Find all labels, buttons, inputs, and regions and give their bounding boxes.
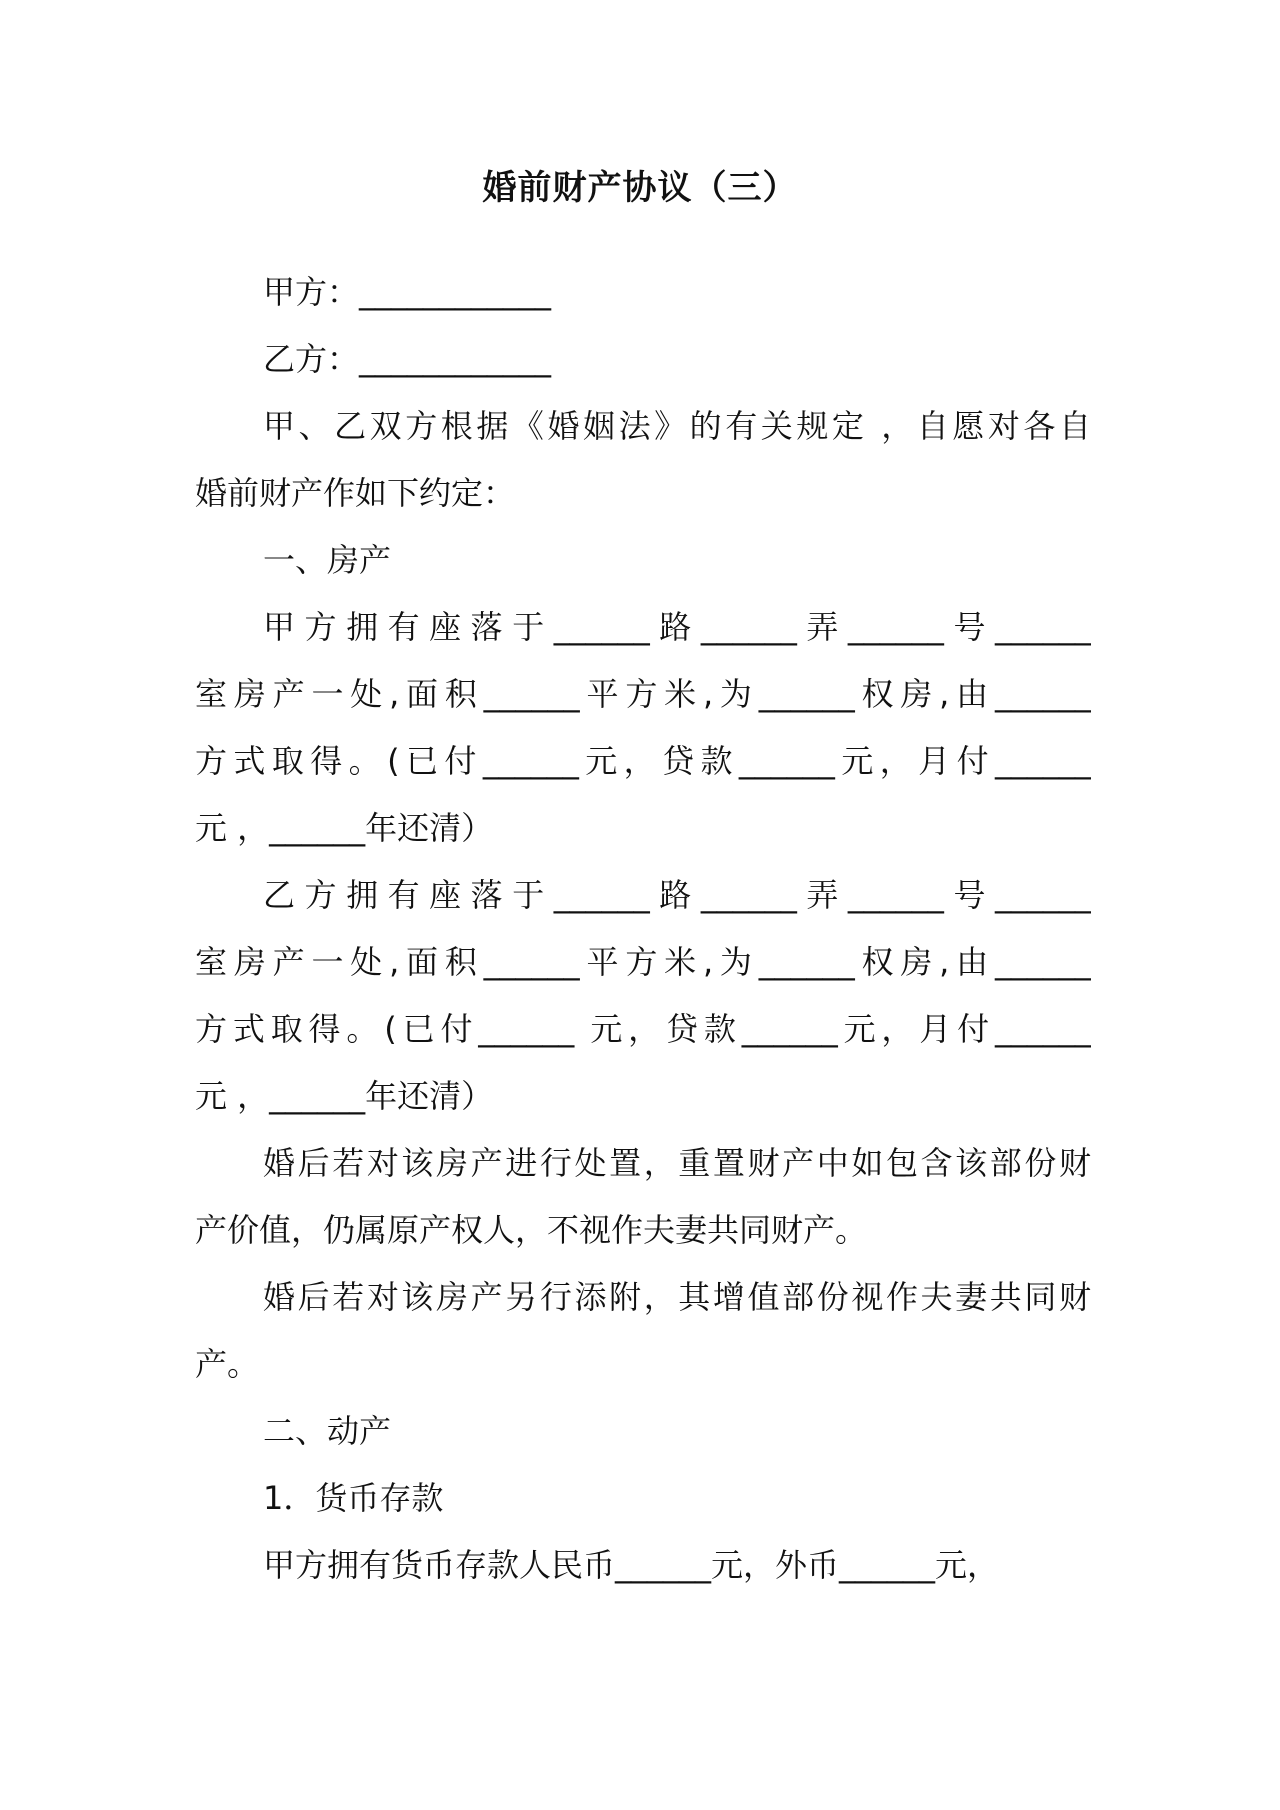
intro-paragraph-line-2: 婚前财产作如下约定： [195, 474, 516, 512]
disposal-clause-line-2: 产价值，仍属原产权人，不视作夫妻共同财产。 [195, 1211, 868, 1249]
party-b-property-line-4: 元 ，______年还清） [195, 1077, 494, 1115]
party-a-deposit-line: 甲方拥有货币存款人民币______元，外币______元， [263, 1546, 1000, 1584]
party-a-property-line-1: 甲方拥有座落于______路______弄______号______ [263, 608, 1091, 646]
party-b-property-line-1: 乙方拥有座落于______路______弄______号______ [263, 876, 1091, 914]
party-a-property-line-2: 室房产一处,面积______平方米,为______权房,由______ [195, 675, 1091, 713]
party-a-property-line-3: 方式取得。(已付______元，贷款______元，月付______ [195, 742, 1091, 780]
addition-clause-line-1: 婚后若对该房产另行添附，其增值部份视作夫妻共同财 [263, 1278, 1091, 1316]
addition-clause-line-2: 产。 [195, 1345, 260, 1383]
party-a-line: 甲方：____________ [263, 273, 552, 311]
section-heading-movable-property: 二、动产 [263, 1412, 392, 1450]
party-a-property-line-4: 元 ，______年还清） [195, 809, 494, 847]
section-heading-real-estate: 一、房产 [263, 541, 392, 579]
party-b-property-line-3: 方式取得。(已付______ 元，贷款______元，月付______ [195, 1010, 1091, 1048]
document-title: 婚前财产协议（三） [482, 168, 798, 208]
party-b-line: 乙方：____________ [263, 340, 552, 378]
subsection-heading-currency-deposits: 1．货币存款 [263, 1479, 444, 1517]
intro-paragraph-line-1: 甲、乙双方根据《婚姻法》的有关规定 ，自愿对各自 [263, 407, 1091, 445]
disposal-clause-line-1: 婚后若对该房产进行处置，重置财产中如包含该部份财 [263, 1144, 1091, 1182]
party-b-property-line-2: 室房产一处,面积______平方米,为______权房,由______ [195, 943, 1091, 981]
